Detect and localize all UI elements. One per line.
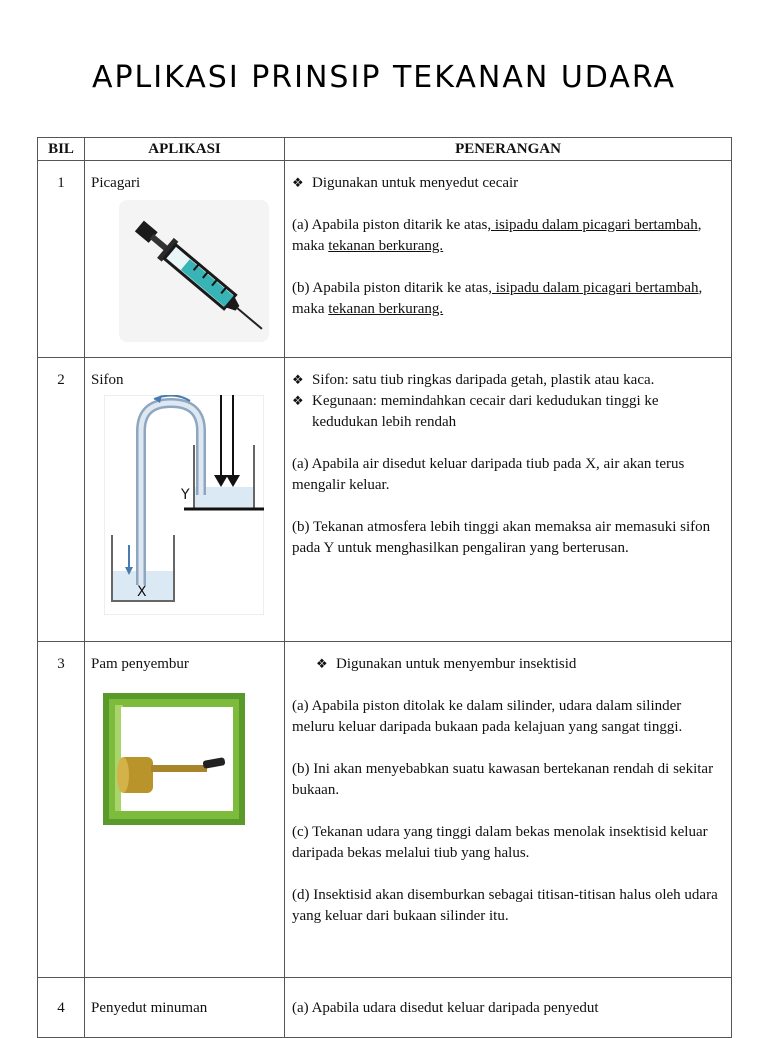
table-row [38, 358, 732, 642]
header-aplikasi: APLIKASI [85, 138, 285, 161]
label-y: Y [181, 487, 190, 503]
applications-table [37, 137, 732, 1038]
row-number: 4 [38, 978, 85, 1038]
table-row [38, 161, 732, 358]
header-bil: BIL [38, 138, 85, 161]
application-cell [85, 642, 285, 978]
bullet-point [292, 173, 721, 194]
row-number: 2 [38, 358, 85, 642]
row-number: 3 [38, 642, 85, 978]
row-number: 1 [38, 161, 85, 358]
point-c: (c) Tekanan udara yang tinggi dalam bekas menolak insektisid keluar daripada bekas melalui tiub yang halus. [292, 824, 708, 861]
bullet-text: Kegunaan: memindahkan cecair dari kedudukan tinggi ke kedudukan lebih rendah [312, 393, 659, 430]
application-name: Penyedut minuman [91, 1000, 208, 1016]
point-b: (b) Ini akan menyebabkan suatu kawasan bertekanan rendah di sekitar bukaan. [292, 761, 714, 798]
bullet-point [316, 654, 721, 675]
point-a: (a) Apabila udara disedut keluar daripada penyedut [292, 1000, 599, 1016]
application-cell [85, 358, 285, 642]
diamond-bullet-icon: ❖ [292, 373, 304, 388]
point-b: (b) Tekanan atmosfera lebih tinggi akan memaksa air memasuki sifon pada Y untuk menghasilkan pengaliran yang berterusan. [292, 519, 711, 556]
page-title: APLIKASI PRINSIP TEKANAN UDARA [91, 60, 677, 95]
application-name: Picagari [91, 175, 141, 191]
point-a: (a) Apabila piston ditarik ke atas, isipadu dalam picagari bertambah, maka tekanan berkurang. [292, 217, 702, 254]
syringe-image [113, 196, 273, 346]
application-name: Sifon [91, 372, 124, 388]
description-cell [285, 978, 732, 1038]
bullet-text: Sifon: satu tiub ringkas daripada getah, plastik atau kaca. [312, 372, 655, 388]
diamond-bullet-icon: ❖ [292, 176, 304, 191]
point-d: (d) Insektisid akan disemburkan sebagai titisan-titisan halus oleh udara yang keluar dari bukaan silinder itu. [292, 887, 718, 924]
description-cell [285, 358, 732, 642]
header-penerangan: PENERANGAN [285, 138, 732, 161]
table-row [38, 978, 732, 1038]
point-a: (a) Apabila air disedut keluar daripada tiub pada X, air akan terus mengalir keluar. [292, 456, 685, 493]
bullet-point [292, 370, 721, 391]
table-row [38, 642, 732, 978]
sprayer-pump-image [103, 693, 245, 825]
bullet-text: Digunakan untuk menyedut cecair [312, 175, 519, 191]
application-cell [85, 161, 285, 358]
diamond-bullet-icon: ❖ [316, 657, 328, 672]
description-cell [285, 161, 732, 358]
siphon-diagram [104, 395, 264, 615]
table-header-row [38, 138, 732, 161]
diamond-bullet-icon: ❖ [292, 394, 304, 409]
application-name: Pam penyembur [91, 656, 189, 672]
description-cell [285, 642, 732, 978]
bullet-text: Digunakan untuk menyembur insektisid [336, 656, 577, 672]
point-b: (b) Apabila piston ditarik ke atas, isipadu dalam picagari bertambah, maka tekanan berkurang. [292, 280, 703, 317]
application-cell [85, 978, 285, 1038]
bullet-point [292, 391, 721, 433]
point-a: (a) Apabila piston ditolak ke dalam silinder, udara dalam silinder meluru keluar daripada bukaan pada kelajuan yang sangat tinggi. [292, 698, 683, 735]
label-x: X [137, 584, 147, 600]
